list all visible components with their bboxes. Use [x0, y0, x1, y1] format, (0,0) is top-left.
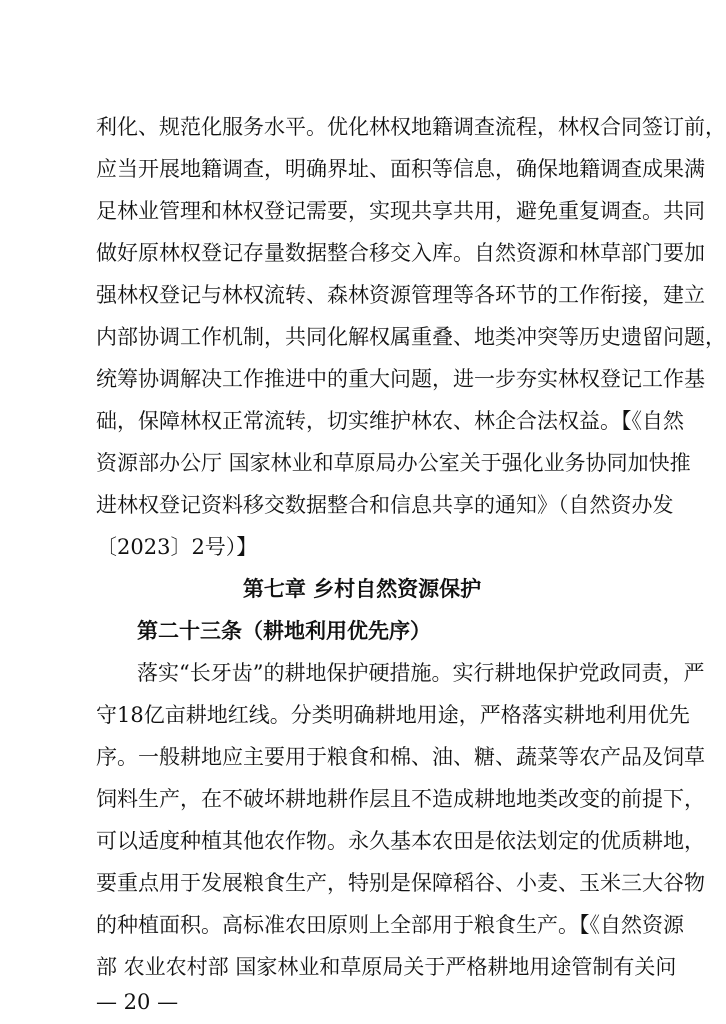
paragraph-line: 统筹协调解决工作推进中的重大问题，进一步夯实林权登记工作基 — [96, 367, 705, 391]
paragraph-line: 做好原林权登记存量数据整合移交入库。自然资源和林草部门要加 — [96, 241, 705, 265]
paragraph-line: 内部协调工作机制，共同化解权属重叠、地类冲突等历史遗留问题， — [96, 325, 726, 349]
paragraph-line: 饲料生产，在不破坏耕地耕作层且不造成耕地地类改变的前提下， — [96, 787, 705, 811]
paragraph-line: 应当开展地籍调查，明确界址、面积等信息，确保地籍调查成果满 — [96, 157, 705, 181]
paragraph-line: 强林权登记与林权流转、森林资源管理等各环节的工作衔接，建立 — [96, 283, 705, 307]
paragraph-line: 〔2023〕2号）】 — [96, 535, 258, 559]
paragraph-line: 足林业管理和林权登记需要，实现共享共用，避免重复调查。共同 — [96, 199, 705, 223]
paragraph-line: 利化、规范化服务水平。优化林权地籍调查流程，林权合同签订前， — [96, 115, 726, 139]
paragraph-line: 资源部办公厅 国家林业和草原局办公室关于强化业务协同加快推 — [96, 451, 691, 475]
paragraph-line: 守18亿亩耕地红线。分类明确耕地用途，严格落实耕地利用优先 — [96, 703, 690, 727]
article-title: 第二十三条（耕地利用优先序） — [137, 619, 431, 643]
paragraph-line: 础，保障林权正常流转，切实维护林农、林企合法权益。【《自然 — [96, 409, 684, 433]
paragraph-line: 进林权登记资料移交数据整合和信息共享的通知》（自然资办发 — [96, 493, 674, 517]
chapter-title: 第七章 乡村自然资源保护 — [242, 577, 482, 601]
paragraph-line: 序。一般耕地应主要用于粮食和棉、油、糖、蔬菜等农产品及饲草 — [96, 745, 705, 769]
paragraph-line: 可以适度种植其他农作物。永久基本农田是依法划定的优质耕地， — [96, 829, 705, 853]
paragraph-line: 要重点用于发展粮食生产，特别是保障稻谷、小麦、玉米三大谷物 — [96, 871, 705, 895]
page-number: — 20 — — [96, 990, 179, 1014]
paragraph-line: 落实“长牙齿”的耕地保护硬措施。实行耕地保护党政同责，严 — [137, 661, 705, 685]
paragraph-line: 的种植面积。高标准农田原则上全部用于粮食生产。【《自然资源 — [96, 913, 684, 937]
paragraph-line: 部 农业农村部 国家林业和草原局关于严格耕地用途管制有关问 — [96, 955, 677, 979]
